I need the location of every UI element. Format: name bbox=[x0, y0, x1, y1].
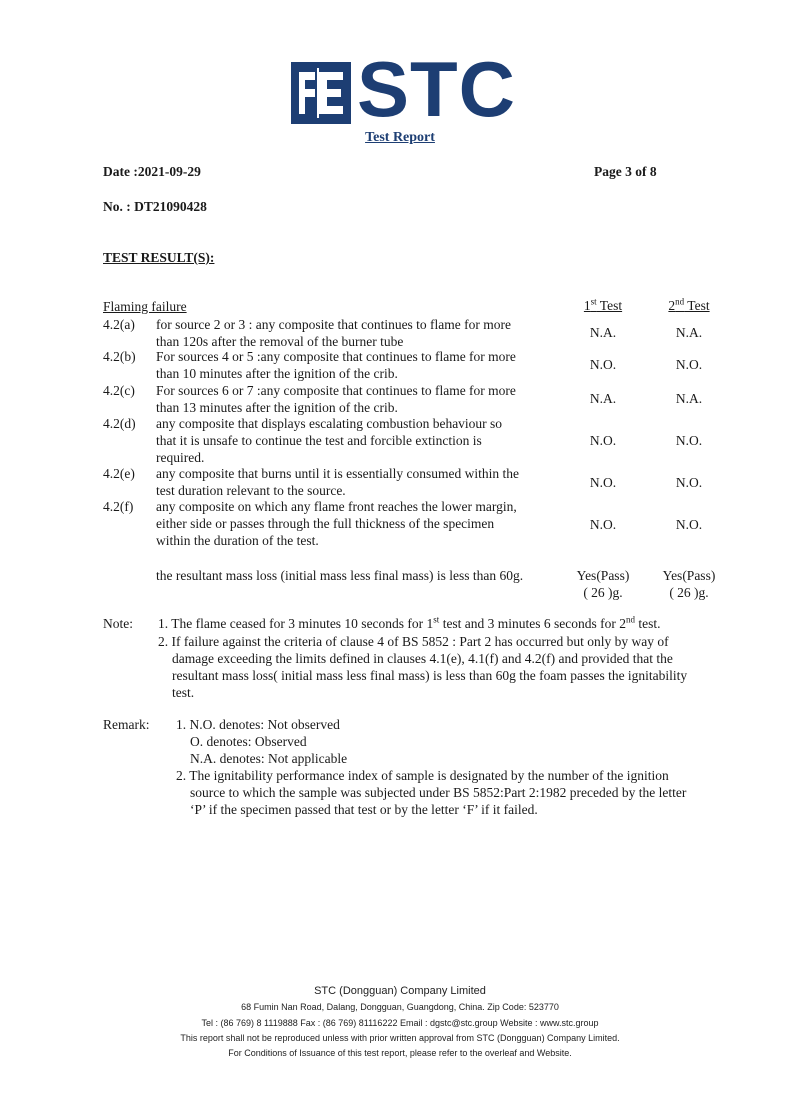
table-row-description: For sources 6 or 7 :any composite that continues to flame for more than 13 minutes after the ignition of the crib. bbox=[156, 383, 516, 415]
table-row-result-2: N.O. bbox=[675, 357, 703, 372]
note-item-1: 1. The flame ceased for 3 minutes 10 seconds for 1st test and 3 minutes 6 seconds for 2nd test. bbox=[158, 614, 661, 631]
footer-conditions: For Conditions of Issuance of this test report, please refer to the overleaf and Website. bbox=[228, 1048, 572, 1058]
table-row-description: any composite on which any flame front reaches the lower margin, either side or passes through the full thickness of the specimen within the duration of the test. bbox=[156, 499, 517, 548]
table-row-description: any composite that burns until it is essentially consumed within the test duration relevant to the source. bbox=[156, 466, 519, 498]
remark-label: Remark: bbox=[103, 717, 150, 732]
note-item-2: 2. If failure against the criteria of clause 4 of BS 5852 : Part 2 has occurred but only by way of damage exceeding the limits defined in clauses 4.1(e), 4.1(f) and 4.2(f) and provided that the resultant mass loss( initial mass less final mass) is less than 60g the foam passes the ignitability test. bbox=[158, 634, 688, 700]
table-row-description: For sources 4 or 5 :any composite that continues to flame for more than 10 minutes after the ignition of the crib. bbox=[156, 349, 516, 381]
table-row-result-1: N.O. bbox=[589, 433, 617, 448]
table-row-result-2: N.O. bbox=[675, 433, 703, 448]
table-row-clause: 4.2(a) bbox=[103, 317, 135, 332]
table-caption: Flaming failure bbox=[103, 299, 187, 314]
page-number: Page 3 of 8 bbox=[594, 164, 657, 179]
report-number: No. : DT21090428 bbox=[103, 199, 207, 214]
table-row-clause: 4.2(d) bbox=[103, 416, 136, 431]
table-row-result-1: N.O. bbox=[589, 475, 617, 490]
footer-company: STC (Dongguan) Company Limited bbox=[314, 985, 486, 997]
table-row-result-1: N.A. bbox=[589, 391, 617, 406]
table-row-result-2: N.A. bbox=[675, 325, 703, 340]
mass-loss-result-2: Yes(Pass) ( 26 )g. bbox=[662, 568, 716, 600]
table-row-clause: 4.2(f) bbox=[103, 499, 134, 514]
table-row-clause: 4.2(b) bbox=[103, 349, 136, 364]
table-row-clause: 4.2(c) bbox=[103, 383, 135, 398]
remark-item-1: 1. N.O. denotes: Not observed O. denotes: Observed N.A. denotes: Not applicable bbox=[176, 717, 348, 766]
stc-logo-mark bbox=[291, 62, 351, 124]
table-row-clause: 4.2(e) bbox=[103, 466, 135, 481]
logo-emblem-icon bbox=[291, 62, 351, 124]
table-row-result-2: N.A. bbox=[675, 391, 703, 406]
report-date: Date :2021-09-29 bbox=[103, 164, 201, 179]
column-header-1st-test: 1st Test bbox=[583, 296, 623, 313]
column-header-2nd-test: 2nd Test bbox=[668, 296, 710, 313]
table-row-description: for source 2 or 3 : any composite that continues to flame for more than 120s after the removal of the burner tube bbox=[156, 317, 512, 349]
mass-loss-criterion: the resultant mass loss (initial mass less final mass) is less than 60g. bbox=[156, 568, 524, 583]
table-row-result-1: N.O. bbox=[589, 517, 617, 532]
note-label: Note: bbox=[103, 616, 133, 631]
table-row-description: any composite that displays escalating combustion behaviour so that it is unsafe to continue the test and forcible extinction is required. bbox=[156, 416, 503, 465]
table-row-result-2: N.O. bbox=[675, 475, 703, 490]
footer-disclaimer: This report shall not be reproduced unless with prior written approval from STC (Dongguan) Company Limited. bbox=[180, 1033, 620, 1043]
stc-logo bbox=[291, 45, 516, 133]
report-title: Test Report bbox=[365, 130, 435, 145]
table-row-result-1: N.O. bbox=[589, 357, 617, 372]
table-row-result-1: N.A. bbox=[589, 325, 617, 340]
footer-contact: Tel : (86 769) 8 1119888 Fax : (86 769) 81116222 Email : dgstc@stc.group Website : www.stc.group bbox=[201, 1018, 599, 1028]
remark-item-2: 2. The ignitability performance index of sample is designated by the number of the ignition source to which the sample was subjected under BS 5852:Part 2:1982 preceded by the letter ‘P’ if the specimen passed that test or by the letter ‘F’ if it failed. bbox=[176, 768, 687, 817]
mass-loss-result-1: Yes(Pass) ( 26 )g. bbox=[576, 568, 630, 600]
footer-address: 68 Fumin Nan Road, Dalang, Dongguan, Guangdong, China. Zip Code: 523770 bbox=[241, 1002, 559, 1012]
table-row-result-2: N.O. bbox=[675, 517, 703, 532]
stc-logo-text: STC bbox=[357, 45, 516, 133]
section-title: TEST RESULT(S): bbox=[103, 250, 215, 265]
